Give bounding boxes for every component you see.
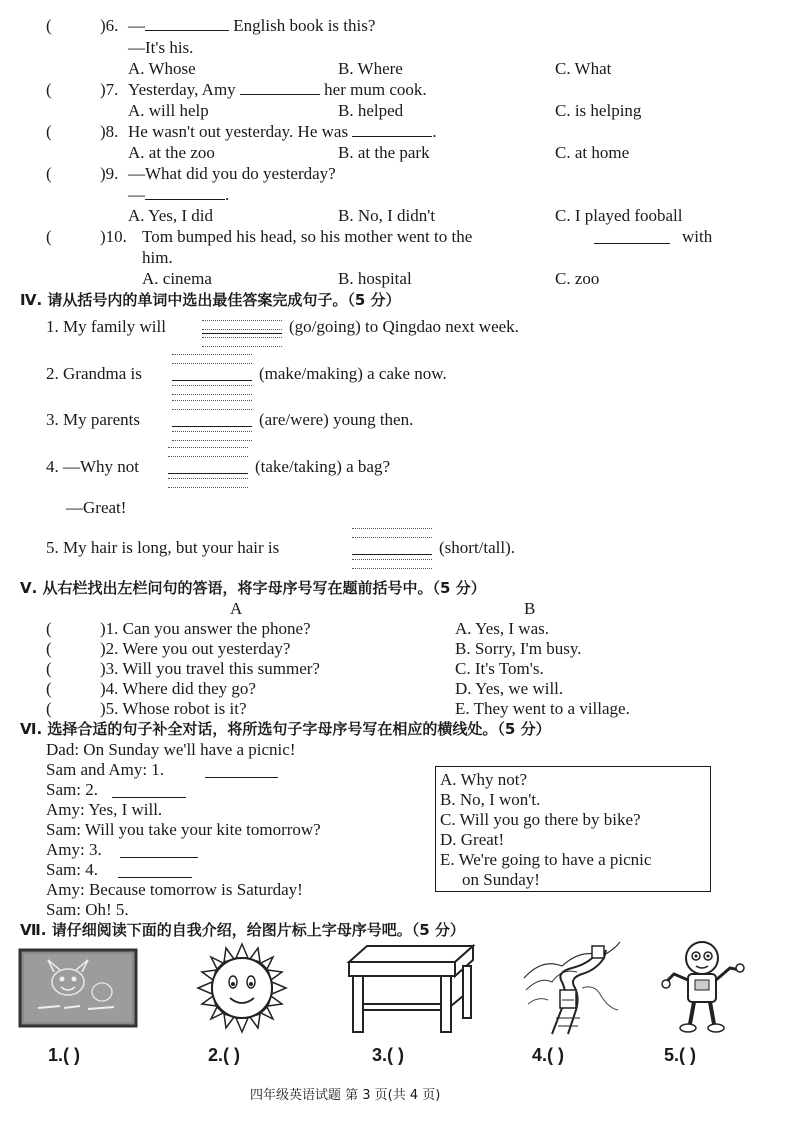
option: A. Why not?: [440, 770, 528, 789]
question-reply: — .: [128, 185, 230, 204]
match-question: )2. Were you out yesterday?: [100, 639, 291, 658]
match-answer: E. They went to a village.: [455, 699, 630, 718]
answer-paren: (: [46, 659, 52, 678]
table-picture: [345, 944, 477, 1036]
question-number: )9.: [100, 164, 119, 183]
dialogue-line: Dad: On Sunday we'll have a picnic!: [46, 740, 296, 759]
answer-line[interactable]: [172, 426, 252, 427]
answer-paren: (: [46, 122, 52, 141]
option-cont: on Sunday!: [462, 870, 540, 889]
sentence-start: 1. My family will: [46, 317, 166, 336]
picture-label-5[interactable]: 5.( ): [664, 1045, 697, 1065]
question-number: )7.: [100, 80, 119, 99]
match-question: )1. Can you answer the phone?: [100, 619, 311, 638]
answer-line[interactable]: [205, 777, 278, 778]
sentence-end: (make/making) a cake now.: [259, 364, 447, 383]
question-stem: Tom bumped his head, so his mother went to the: [142, 227, 473, 246]
option-c: C. at home: [555, 143, 630, 162]
option-b: B. hospital: [338, 269, 412, 288]
sentence-start: 5. My hair is long, but your hair is: [46, 538, 280, 557]
option-c: C. is helping: [555, 101, 642, 120]
sun-picture: [196, 942, 288, 1034]
dialogue-line: Sam: 4.: [46, 860, 98, 879]
option-b: B. helped: [338, 101, 404, 120]
option: D. Great!: [440, 830, 505, 849]
question-number: )8.: [100, 122, 119, 141]
sentence-end: (are/were) young then.: [259, 410, 414, 429]
match-answer: B. Sorry, I'm busy.: [455, 639, 582, 658]
answer-paren: (: [46, 164, 52, 183]
option: C. Will you go there by bike?: [440, 810, 641, 829]
option-a: A. will help: [128, 101, 209, 120]
match-answer: C. It's Tom's.: [455, 659, 544, 678]
dialogue-line: Sam and Amy: 1.: [46, 760, 165, 779]
answer-blank[interactable]: [594, 229, 670, 244]
blackboard-picture: [18, 948, 138, 1028]
match-question: )4. Where did they go?: [100, 679, 256, 698]
option-c: C. What: [555, 59, 612, 78]
option-b: B. Where: [338, 59, 403, 78]
dialogue-line: Amy: Because tomorrow is Saturday!: [46, 880, 303, 899]
answer-paren: (: [46, 80, 52, 99]
answer-paren: (: [46, 699, 52, 718]
answer-line[interactable]: [120, 857, 198, 858]
writing-lines: [172, 385, 252, 395]
option-a: A. Yes, I did: [128, 206, 214, 225]
picture-label-3[interactable]: 3.( ): [372, 1045, 405, 1065]
answer-line[interactable]: [118, 877, 192, 878]
match-question: )5. Whose robot is it?: [100, 699, 247, 718]
answer-paren: (: [46, 16, 52, 35]
picture-label-1[interactable]: 1.( ): [48, 1045, 81, 1065]
option-a: A. cinema: [142, 269, 212, 288]
answer-line[interactable]: [168, 473, 248, 474]
answer-line[interactable]: [202, 333, 282, 334]
section-heading-7: Ⅶ. 请仔细阅读下面的自我介绍，给图片标上字母序号吧。（5 分）: [20, 921, 465, 939]
question-stem: —What did you do yesterday?: [128, 164, 336, 183]
option-b: B. at the park: [338, 143, 430, 162]
answer-paren: (: [46, 619, 52, 638]
answer-line[interactable]: [172, 380, 252, 381]
answer-line[interactable]: [112, 797, 186, 798]
answer-paren: (: [46, 227, 52, 246]
match-answer: A. Yes, I was.: [455, 619, 549, 638]
writing-lines: [172, 400, 252, 410]
page-footer: 四年级英语试题 第 3 页(共 4 页): [250, 1088, 441, 1103]
section-heading-4: Ⅳ. 请从括号内的单词中选出最佳答案完成句子。（5 分）: [20, 291, 401, 309]
option-b: B. No, I didn't: [338, 206, 436, 225]
column-b-header: B: [524, 599, 536, 618]
answer-paren: (: [46, 639, 52, 658]
sentence-start: 4. —Why not: [46, 457, 140, 476]
picture-label-4[interactable]: 4.( ): [532, 1045, 565, 1065]
option-a: A. Whose: [128, 59, 196, 78]
match-question: )3. Will you travel this summer?: [100, 659, 320, 678]
question-stem-cont: him.: [142, 248, 173, 267]
dialogue-line: Sam: Will you take your kite tomorrow?: [46, 820, 321, 839]
section-heading-5: Ⅴ. 从右栏找出左栏问句的答语，将字母序号写在题前括号中。（5 分）: [20, 579, 486, 597]
writing-lines: [172, 354, 252, 364]
writing-lines: [168, 478, 248, 488]
option-a: A. at the zoo: [128, 143, 215, 162]
dialogue-line: Sam: 2.: [46, 780, 98, 799]
option-c: C. zoo: [555, 269, 600, 288]
writing-lines: [172, 431, 252, 441]
match-answer: D. Yes, we will.: [455, 679, 564, 698]
question-stem: Yesterday, Amy her mum cook.: [128, 80, 427, 99]
sentence-start: 2. Grandma is: [46, 364, 142, 383]
column-a-header: A: [230, 599, 243, 618]
writing-lines: [202, 320, 282, 330]
robot-picture: [658, 938, 746, 1036]
sentence-end: (short/tall).: [439, 538, 516, 557]
answer-paren: (: [46, 679, 52, 698]
sentence-end: (take/taking) a bag?: [255, 457, 390, 476]
dialogue-reply: —Great!: [66, 498, 127, 517]
option-c: C. I played fooball: [555, 206, 683, 225]
option: B. No, I won't.: [440, 790, 541, 809]
section-heading-6: Ⅵ. 选择合适的句子补全对话，将所选句子字母序号写在相应的横线处。（5 分）: [20, 720, 551, 738]
dialogue-line: Amy: 3.: [46, 840, 102, 859]
question-number: )10.: [100, 227, 127, 246]
writing-lines: [202, 337, 282, 347]
sentence-end: (go/going) to Qingdao next week.: [289, 317, 519, 336]
writing-lines: [352, 559, 432, 569]
great-wall-picture: [522, 938, 622, 1036]
sentence-start: 3. My parents: [46, 410, 140, 429]
dialogue-line: Amy: Yes, I will.: [46, 800, 163, 819]
options-box: [435, 766, 711, 892]
writing-lines: [168, 447, 248, 457]
answer-line[interactable]: [352, 554, 432, 555]
picture-label-2[interactable]: 2.( ): [208, 1045, 241, 1065]
dialogue-line: Sam: Oh! 5.: [46, 900, 129, 919]
question-number: )6.: [100, 16, 119, 35]
question-reply: —It's his.: [128, 38, 194, 57]
question-stem: — English book is this?: [128, 16, 376, 35]
option: E. We're going to have a picnic: [440, 850, 652, 869]
question-stem: He wasn't out yesterday. He was .: [128, 122, 437, 141]
question-stem-end: with: [682, 227, 713, 246]
writing-lines: [352, 528, 432, 538]
